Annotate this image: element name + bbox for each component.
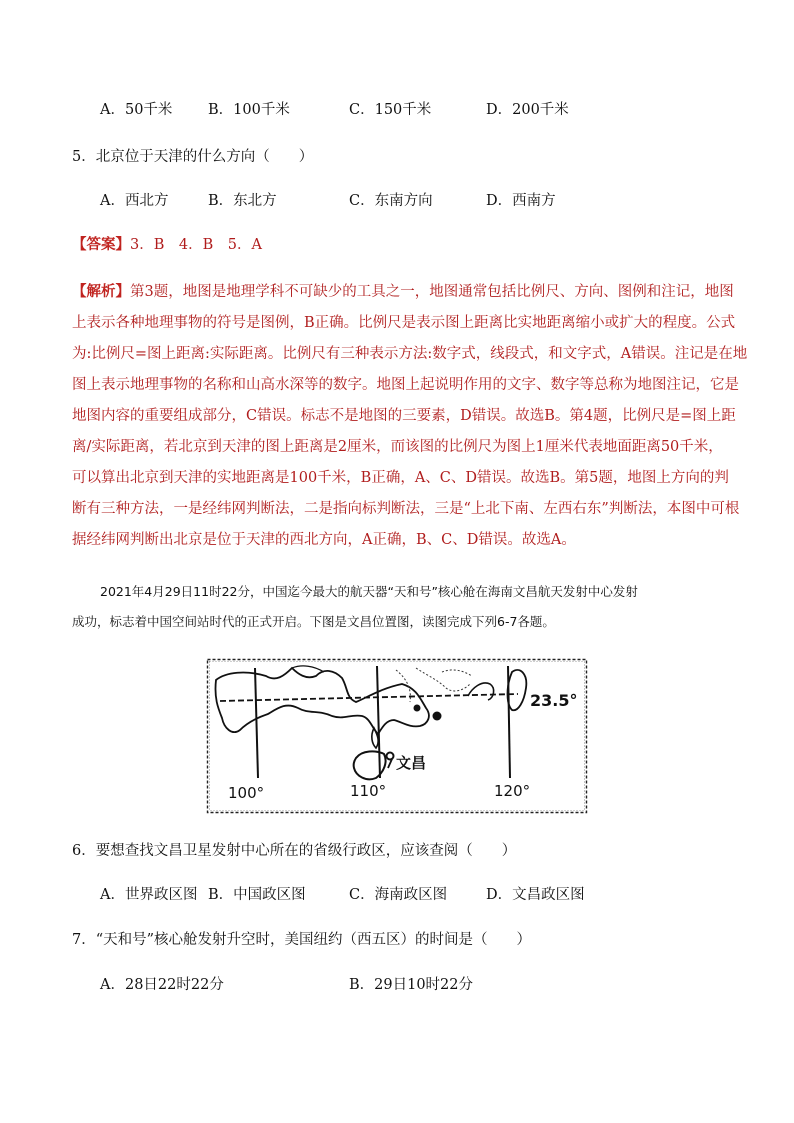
analysis-line: 可以算出北京到天津的实地距离是100千米，B正确，A、C、D错误。故选B。第5题，地图上方向的判 [72, 470, 729, 486]
meridian-100 [255, 668, 258, 778]
answer-line [72, 238, 262, 253]
q4-option-d: D．200千米 [486, 102, 569, 118]
q7-option-a: A．28日22时22分 [100, 977, 224, 993]
q5-stem: 5．北京位于天津的什么方向（ ） [72, 149, 314, 165]
q6-stem: 6．要想查找文昌卫星发射中心所在的省级行政区，应该查阅（ ） [72, 843, 517, 859]
intro-line: 2021年4月29日11时22分，中国迄今最大的航天器“天和号”核心舱在海南文昌航天发射中心发射 [100, 584, 638, 599]
answer-text: 3．B 4．B 5．A [130, 237, 262, 253]
longitude-label-110: 110° [350, 782, 387, 800]
analysis-tag: 【解析】 [72, 283, 130, 300]
q4-option-c: C．150千米 [349, 102, 432, 118]
wenchang-label: 文昌 [396, 754, 427, 772]
q5-option-b: B．东北方 [208, 193, 277, 209]
q6-option-c: C．海南政区图 [349, 887, 448, 903]
analysis-line: 【解析】第3题，地图是地理学科不可缺少的工具之一，地图通常包括比例尺、方向、图例和注记，地图 [72, 283, 734, 300]
latitude-label: 23.5° [530, 691, 578, 710]
wenchang-location-map [206, 658, 588, 814]
analysis-line: 上表示各种地理事物的符号是图例，B正确。比例尺是表示图上距离比实地距离缩小或扩大的程度。公式 [72, 315, 736, 331]
analysis-line: 图上表示地理事物的名称和山高水深等的数字。地图上起说明作用的文字、数字等总称为地图注记，它是 [72, 377, 739, 393]
q5-option-a: A．西北方 [100, 193, 169, 209]
q7-stem: 7．“天和号”核心舱发射升空时，美国纽约（西五区）的时间是（ ） [72, 932, 532, 948]
q5-option-c: C．东南方向 [349, 193, 433, 209]
q6-option-a: A．世界政区图 [100, 887, 198, 903]
wenchang-marker [387, 753, 394, 760]
q4-option-b: B．100千米 [208, 102, 290, 118]
q4-option-a: A．50千米 [100, 102, 173, 118]
q7-option-b: B．29日10时22分 [349, 977, 474, 993]
analysis-line: 地图内容的重要组成部分，C错误。标志不是地图的三要素，D错误。故选B。第4题，比例尺是=图上距 [72, 408, 736, 424]
analysis-line: 离/实际距离，若北京到天津的图上距离是2厘米，而该图的比例尺为图上1厘米代表地面距离50千米， [72, 439, 723, 455]
q6-option-b: B．中国政区图 [208, 887, 306, 903]
longitude-label-120: 120° [494, 782, 531, 800]
intro-paragraph [72, 577, 722, 637]
longitude-label-100: 100° [228, 784, 265, 802]
analysis-line: 据经纬网判断出北京是位于天津的西北方向，A正确，B、C、D错误。故选A。 [72, 532, 576, 548]
meridian-110 [377, 666, 380, 778]
q6-option-d: D．文昌政区图 [486, 887, 585, 903]
answer-tag: 【答案】 [72, 236, 130, 253]
analysis-line: 断有三种方法，一是经纬网判断法，二是指向标判断法，三是“上北下南、左西右东”判断法，本图中可根 [72, 501, 740, 517]
q5-option-d: D．西南方 [486, 193, 556, 209]
analysis-paragraph [72, 276, 748, 556]
analysis-line: 为:比例尺=图上距离:实际距离。比例尺有三种表示方法:数字式，线段式，和文字式，A错误。注记是在地 [72, 346, 748, 362]
intro-line: 成功，标志着中国空间站时代的正式开启。下图是文昌位置图，读图完成下列6-7各题。 [72, 614, 555, 629]
